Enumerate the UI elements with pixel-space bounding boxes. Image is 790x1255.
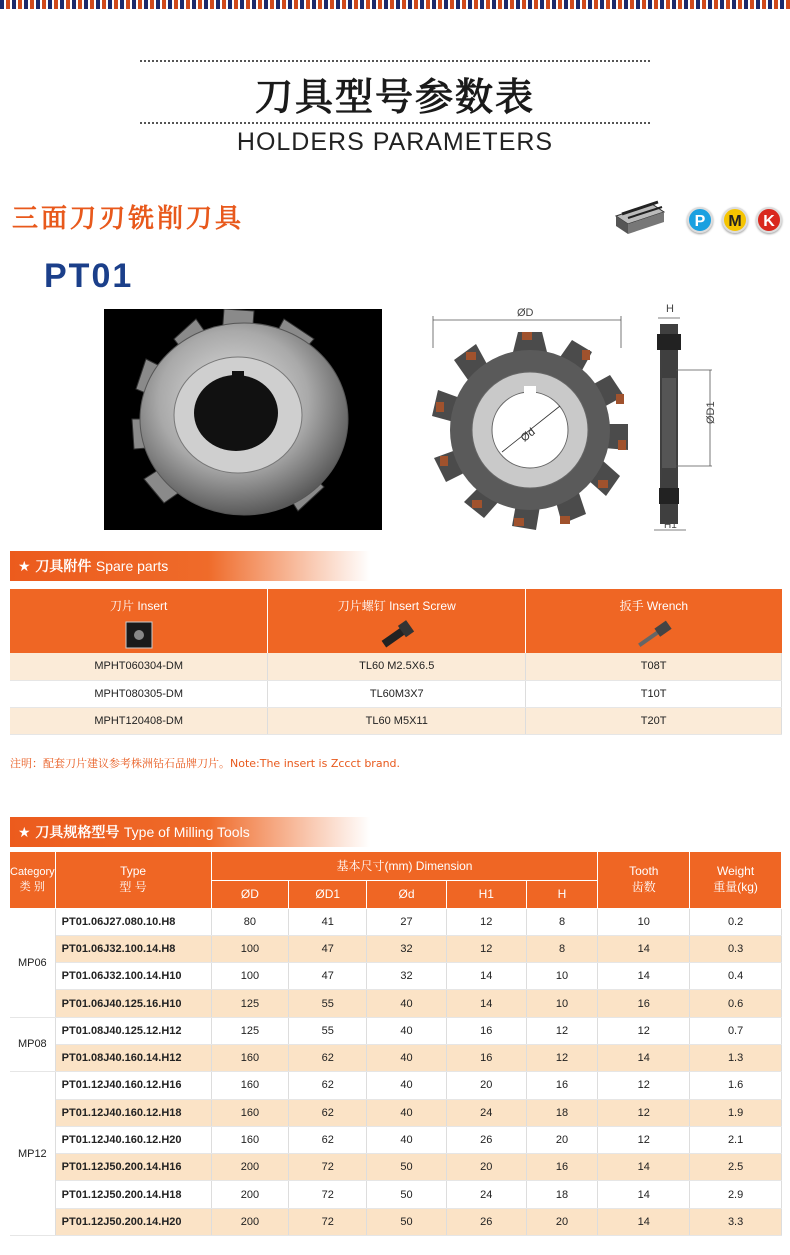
value-cell: 100 xyxy=(211,935,289,962)
insert-stack-icon xyxy=(612,198,668,238)
table-row xyxy=(10,1181,782,1208)
header-type: Type 型 号 xyxy=(55,852,211,908)
table-row xyxy=(10,1154,782,1181)
value-cell: 8 xyxy=(526,935,598,962)
value-cell: 16 xyxy=(446,1044,526,1071)
type-cell: PT01.12J40.160.12.H20 xyxy=(55,1126,211,1153)
product-photo xyxy=(104,309,382,530)
value-cell: 200 xyxy=(211,1208,289,1235)
value-cell: 10 xyxy=(598,908,690,935)
page-title-cn: 刀具型号参数表 xyxy=(254,75,535,119)
value-cell: 50 xyxy=(367,1154,447,1181)
value-cell: 26 xyxy=(446,1208,526,1235)
value-cell: 62 xyxy=(289,1072,367,1099)
header-h: H xyxy=(526,880,598,908)
value-cell: 80 xyxy=(211,908,289,935)
value-cell: 0.3 xyxy=(690,935,782,962)
value-cell: 160 xyxy=(211,1044,289,1071)
title-divider-bottom xyxy=(140,122,650,124)
value-cell: 32 xyxy=(367,963,447,990)
spec-header-row-1 xyxy=(10,852,782,880)
value-cell: 0.2 xyxy=(690,908,782,935)
header-dimension: 基本尺寸(mm) Dimension xyxy=(211,852,598,880)
material-p-icon: P xyxy=(687,207,713,233)
table-row xyxy=(10,1017,782,1044)
header-od1: ØD1 xyxy=(289,880,367,908)
value-cell: 16 xyxy=(446,1017,526,1044)
col-wrench: 扳手 Wrench xyxy=(526,589,782,653)
type-cell: PT01.12J40.160.12.H18 xyxy=(55,1099,211,1126)
value-cell: 0.7 xyxy=(690,1017,782,1044)
value-cell: 12 xyxy=(598,1099,690,1126)
value-cell: 41 xyxy=(289,908,367,935)
type-cell: PT01.12J40.160.12.H16 xyxy=(55,1072,211,1099)
value-cell: 1.6 xyxy=(690,1072,782,1099)
value-cell: 14 xyxy=(598,963,690,990)
table-row xyxy=(10,1099,782,1126)
value-cell: 14 xyxy=(446,990,526,1017)
value-cell: 62 xyxy=(289,1044,367,1071)
value-cell: 18 xyxy=(526,1181,598,1208)
table-row xyxy=(10,1208,782,1235)
value-cell: 16 xyxy=(526,1072,598,1099)
table-row xyxy=(10,935,782,962)
type-cell: PT01.08J40.125.12.H12 xyxy=(55,1017,211,1044)
spare-parts-title: ★ 刀具附件 Spare parts xyxy=(10,551,370,581)
header-h1: H1 xyxy=(446,880,526,908)
value-cell: 14 xyxy=(598,935,690,962)
value-cell: 16 xyxy=(526,1154,598,1181)
value-cell: 72 xyxy=(289,1154,367,1181)
value-cell: 12 xyxy=(526,1017,598,1044)
value-cell: 0.6 xyxy=(690,990,782,1017)
value-cell: 200 xyxy=(211,1181,289,1208)
value-cell: 14 xyxy=(598,1181,690,1208)
svg-text:H: H xyxy=(666,303,674,315)
table-row: MPHT080305-DM TL60M3X7 T10T xyxy=(10,680,782,707)
value-cell: 27 xyxy=(367,908,447,935)
value-cell: 0.4 xyxy=(690,963,782,990)
value-cell: 14 xyxy=(598,1154,690,1181)
table-row xyxy=(10,1072,782,1099)
svg-text:Ød: Ød xyxy=(518,425,538,445)
value-cell: 125 xyxy=(211,1017,289,1044)
value-cell: 200 xyxy=(211,1154,289,1181)
spare-parts-header-row xyxy=(10,589,782,653)
value-cell: 100 xyxy=(211,963,289,990)
value-cell: 47 xyxy=(289,963,367,990)
table-row xyxy=(10,908,782,935)
spec-table xyxy=(10,852,782,1236)
insert-brand-note: 注明：配套刀片建议参考株洲钻石品牌刀片。Note:The insert is Zccct brand. xyxy=(10,757,401,770)
header-tooth: Tooth 齿数 xyxy=(598,852,690,908)
svg-text:H1: H1 xyxy=(664,520,677,531)
value-cell: 160 xyxy=(211,1099,289,1126)
value-cell: 10 xyxy=(526,963,598,990)
wrench-thumbnail xyxy=(634,620,674,650)
value-cell: 40 xyxy=(367,1099,447,1126)
value-cell: 40 xyxy=(367,1072,447,1099)
spare-parts-table xyxy=(10,589,782,735)
value-cell: 32 xyxy=(367,935,447,962)
title-divider-top xyxy=(140,60,650,62)
value-cell: 10 xyxy=(526,990,598,1017)
value-cell: 14 xyxy=(598,1208,690,1235)
value-cell: 24 xyxy=(446,1181,526,1208)
table-row xyxy=(10,963,782,990)
header-id: Ød xyxy=(367,880,447,908)
value-cell: 55 xyxy=(289,990,367,1017)
type-cell: PT01.12J50.200.14.H20 xyxy=(55,1208,211,1235)
header-weight: Weight 重量(kg) xyxy=(690,852,782,908)
svg-text:ØD1: ØD1 xyxy=(705,401,717,424)
type-cell: PT01.12J50.200.14.H18 xyxy=(55,1181,211,1208)
material-k-icon: K xyxy=(756,207,782,233)
type-cell: PT01.06J27.080.10.H8 xyxy=(55,908,211,935)
spec-title: ★ 刀具规格型号 Type of Milling Tools xyxy=(10,817,370,847)
tool-side-drawing xyxy=(640,298,730,538)
value-cell: 8 xyxy=(526,908,598,935)
value-cell: 160 xyxy=(211,1072,289,1099)
value-cell: 14 xyxy=(598,1044,690,1071)
value-cell: 18 xyxy=(526,1099,598,1126)
type-cell: PT01.06J32.100.14.H8 xyxy=(55,935,211,962)
value-cell: 12 xyxy=(598,1126,690,1153)
screw-thumbnail xyxy=(377,620,417,650)
value-cell: 2.9 xyxy=(690,1181,782,1208)
value-cell: 1.9 xyxy=(690,1099,782,1126)
value-cell: 72 xyxy=(289,1181,367,1208)
value-cell: 1.3 xyxy=(690,1044,782,1071)
type-cell: PT01.12J50.200.14.H16 xyxy=(55,1154,211,1181)
type-cell: PT01.06J32.100.14.H10 xyxy=(55,963,211,990)
value-cell: 12 xyxy=(446,908,526,935)
value-cell: 12 xyxy=(598,1072,690,1099)
value-cell: 40 xyxy=(367,1044,447,1071)
value-cell: 3.3 xyxy=(690,1208,782,1235)
category-cell: MP12 xyxy=(10,1072,55,1236)
type-cell: PT01.06J40.125.16.H10 xyxy=(55,990,211,1017)
category-cell: MP08 xyxy=(10,1017,55,1072)
value-cell: 20 xyxy=(446,1154,526,1181)
value-cell: 26 xyxy=(446,1126,526,1153)
value-cell: 24 xyxy=(446,1099,526,1126)
value-cell: 50 xyxy=(367,1181,447,1208)
col-insert-screw: 刀片螺钉 Insert Screw xyxy=(268,589,526,653)
value-cell: 72 xyxy=(289,1208,367,1235)
table-row xyxy=(10,1126,782,1153)
table-row xyxy=(10,1044,782,1071)
category-cell: MP06 xyxy=(10,908,55,1017)
col-insert: 刀片 Insert xyxy=(10,589,268,653)
page-title-en: HOLDERS PARAMETERS xyxy=(236,128,554,156)
value-cell: 2.1 xyxy=(690,1126,782,1153)
value-cell: 40 xyxy=(367,990,447,1017)
value-cell: 62 xyxy=(289,1099,367,1126)
value-cell: 2.5 xyxy=(690,1154,782,1181)
type-cell: PT01.08J40.160.14.H12 xyxy=(55,1044,211,1071)
header-od: ØD xyxy=(211,880,289,908)
value-cell: 125 xyxy=(211,990,289,1017)
model-name: PT01 xyxy=(44,257,134,295)
table-row xyxy=(10,990,782,1017)
table-row: MPHT120408-DM TL60 M5X11 T20T xyxy=(10,707,782,734)
header-category: Category 类 别 xyxy=(10,852,55,908)
value-cell: 20 xyxy=(526,1208,598,1235)
value-cell: 40 xyxy=(367,1017,447,1044)
value-cell: 55 xyxy=(289,1017,367,1044)
value-cell: 12 xyxy=(446,935,526,962)
value-cell: 12 xyxy=(598,1017,690,1044)
value-cell: 50 xyxy=(367,1208,447,1235)
value-cell: 20 xyxy=(526,1126,598,1153)
table-row: MPHT060304-DM TL60 M2.5X6.5 T08T xyxy=(10,653,782,680)
value-cell: 14 xyxy=(446,963,526,990)
value-cell: 16 xyxy=(598,990,690,1017)
value-cell: 47 xyxy=(289,935,367,962)
material-m-icon: M xyxy=(722,207,748,233)
value-cell: 12 xyxy=(526,1044,598,1071)
tool-category-title: 三面刀刃铣削刀具 xyxy=(12,204,245,234)
svg-text:ØD: ØD xyxy=(517,307,534,319)
insert-thumbnail xyxy=(124,620,154,650)
value-cell: 40 xyxy=(367,1126,447,1153)
top-decor-stripe xyxy=(0,0,790,9)
value-cell: 20 xyxy=(446,1072,526,1099)
value-cell: 160 xyxy=(211,1126,289,1153)
value-cell: 62 xyxy=(289,1126,367,1153)
